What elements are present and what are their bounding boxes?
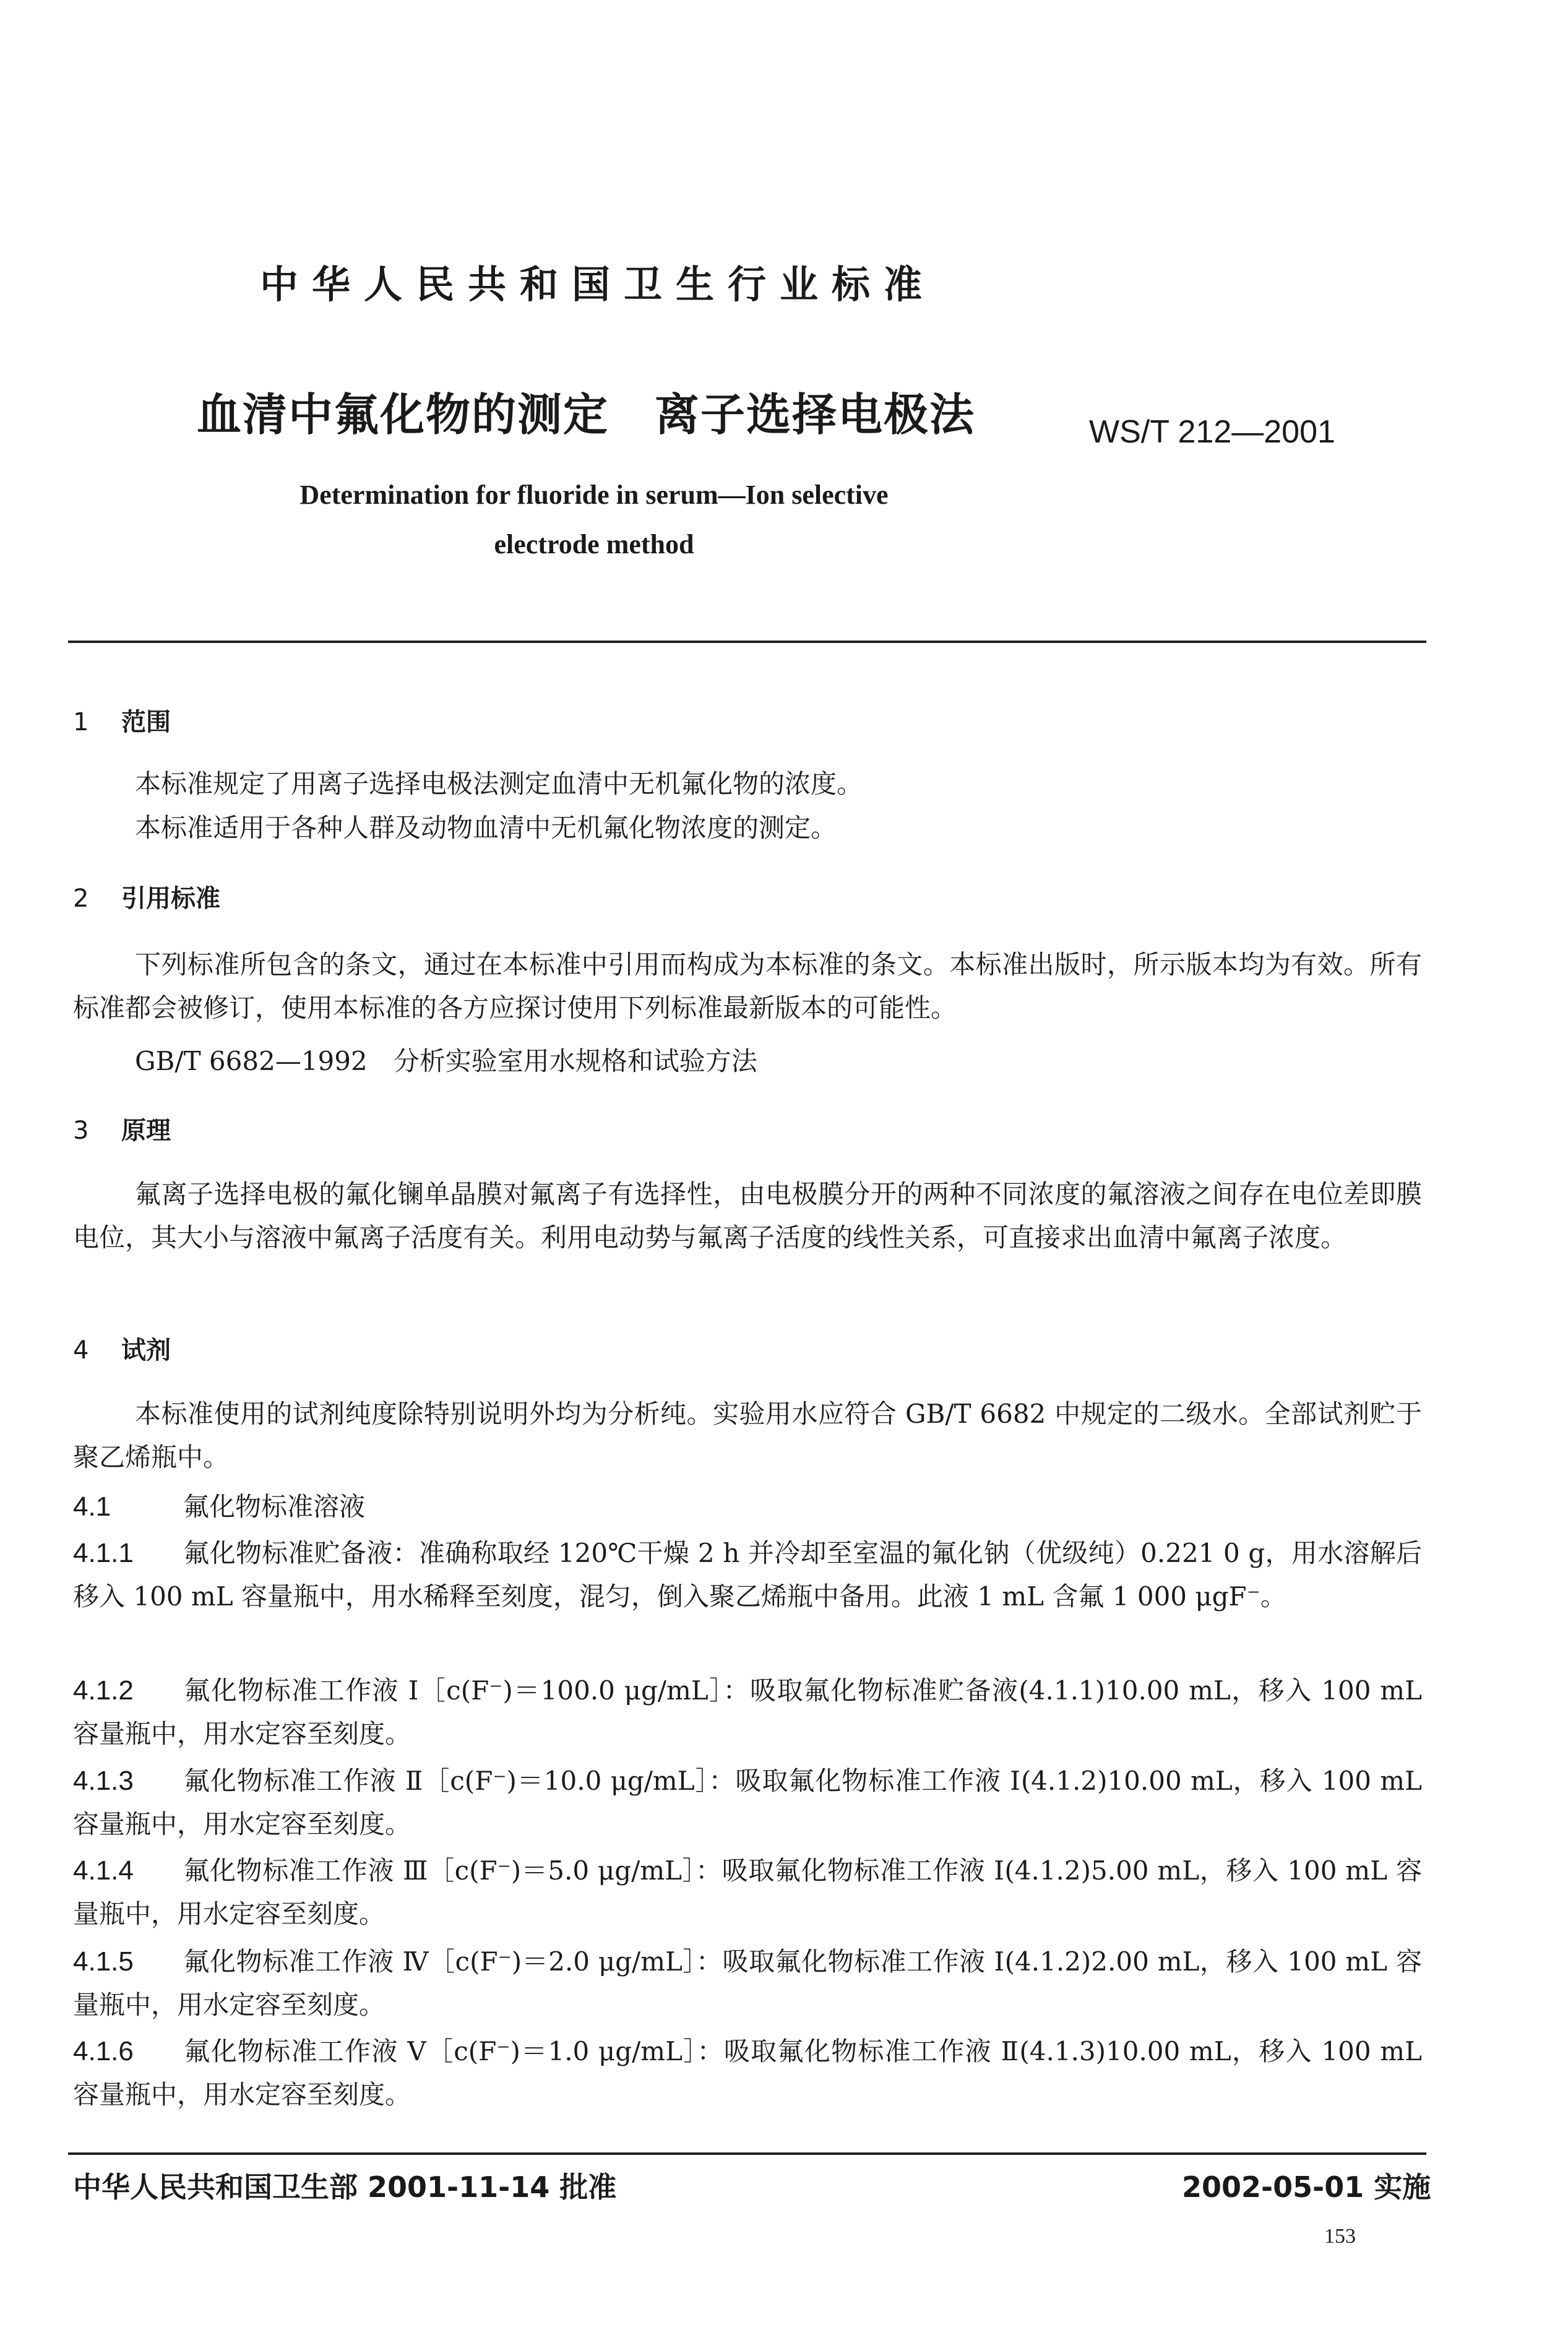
- clause-number: 4.1.4: [73, 1855, 134, 1886]
- clause-number: 4.1.3: [73, 1766, 134, 1796]
- section-2-heading: [73, 879, 220, 914]
- standard-code: WS/T 212—2001: [1089, 414, 1335, 450]
- clause-text: 氟化物标准工作液 Ⅴ［c(F⁻)＝1.0 μg/mL］：吸取氟化物标准工作液 Ⅱ(4.1.3)10.00 mL，移入 100 mL 容量瓶中，用水定容至刻度。: [73, 2036, 1422, 2110]
- section-1-number: 1: [73, 708, 89, 736]
- section-3-heading: [73, 1111, 171, 1146]
- clause-text: 氟化物标准工作液 Ⅲ［c(F⁻)＝5.0 μg/mL］：吸取氟化物标准工作液 Ⅰ(4.1.2)5.00 mL，移入 100 mL 容量瓶中，用水定容至刻度。: [73, 1855, 1422, 1929]
- clause-4-1-1: [73, 1532, 1422, 1618]
- clause-4-1-5: [73, 1940, 1422, 2027]
- subsection-4-1-title: 氟化物标准溶液: [183, 1491, 366, 1522]
- title-english-line-1: Determination for fluoride in serum—Ion selective: [299, 480, 889, 510]
- section-4-paragraph-1: 本标准使用的试剂纯度除特别说明外均为分析纯。实验用水应符合 GB/T 6682 中规定的二级水。全部试剂贮于聚乙烯瓶中。: [73, 1399, 1422, 1472]
- section-2-number: 2: [73, 884, 89, 913]
- clause-number: 4.1.6: [73, 2036, 134, 2066]
- section-2-paragraph-1: 下列标准所包含的条文，通过在本标准中引用而构成为本标准的条文。本标准出版时，所示版本均为有效。所有标准都会被修订，使用本标准的各方应探讨使用下列标准最新版本的可能性。: [73, 949, 1422, 1023]
- section-4-heading: [73, 1331, 171, 1366]
- clause-text: 氟化物标准贮备液：准确称取经 120℃干燥 2 h 并冷却至室温的氟化钠（优级纯）0.221 0 g，用水溶解后移入 100 mL 容量瓶中，用水稀释至刻度，混匀，倒入聚乙烯瓶中备用。此液 1 mL 含氟 1 000 μgF⁻。: [73, 1538, 1422, 1612]
- section-1-paragraph-2: 本标准适用于各种人群及动物血清中无机氟化物浓度的测定。: [135, 813, 837, 843]
- implementation-date: 2002-05-01 实施: [1182, 2170, 1431, 2204]
- document-title-chinese: 血清中氟化物的测定 离子选择电极法: [197, 389, 976, 441]
- title-english-line-2: electrode method: [494, 529, 694, 559]
- standard-organization: 中华人民共和国卫生行业标准: [260, 262, 936, 307]
- document-title-english: [204, 470, 984, 569]
- section-3-paragraph-1: 氟离子选择电极的氟化镧单晶膜对氟离子有选择性，由电极膜分开的两种不同浓度的氟溶液之间存在电位差即膜电位，其大小与溶液中氟离子活度有关。利用电动势与氟离子活度的线性关系，可直接求出血清中氟离子浓度。: [73, 1179, 1422, 1253]
- clause-number: 4.1.1: [73, 1538, 134, 1568]
- section-1-paragraph-1: 本标准规定了用离子选择电极法测定血清中无机氟化物的浓度。: [135, 769, 863, 799]
- section-1-heading: [73, 702, 171, 738]
- section-3-title: 原理: [121, 1116, 171, 1145]
- clause-text: 氟化物标准工作液 Ⅱ［c(F⁻)＝10.0 μg/mL］：吸取氟化物标准工作液 Ⅰ(4.1.2)10.00 mL，移入 100 mL 容量瓶中，用水定容至刻度。: [73, 1766, 1422, 1839]
- clause-4-1-2: [73, 1669, 1422, 1756]
- section-4-title: 试剂: [121, 1336, 171, 1365]
- subsection-4-1-number: 4.1: [73, 1491, 111, 1522]
- clause-4-1-3: [73, 1759, 1422, 1846]
- section-3-number: 3: [73, 1116, 89, 1145]
- clause-number: 4.1.5: [73, 1946, 134, 1977]
- clause-4-1-4: [73, 1849, 1422, 1936]
- clause-text: 氟化物标准工作液 Ⅳ［c(F⁻)＝2.0 μg/mL］：吸取氟化物标准工作液 Ⅰ(4.1.2)2.00 mL，移入 100 mL 容量瓶中，用水定容至刻度。: [73, 1946, 1422, 2020]
- page-number: 153: [1324, 2225, 1356, 2248]
- subsection-4-1-heading: [73, 1485, 1422, 1529]
- section-1-title: 范围: [121, 708, 171, 736]
- referenced-standard: GB/T 6682—1992 分析实验室用水规格和试验方法: [135, 1046, 757, 1076]
- section-4-number: 4: [73, 1336, 89, 1365]
- clause-number: 4.1.2: [73, 1675, 134, 1706]
- clause-text: 氟化物标准工作液 Ⅰ［c(F⁻)＝100.0 μg/mL］：吸取氟化物标准贮备液(4.1.1)10.00 mL，移入 100 mL 容量瓶中，用水定容至刻度。: [73, 1675, 1422, 1749]
- header-divider: [68, 641, 1426, 643]
- footer-divider: [68, 2152, 1426, 2155]
- clause-4-1-6: [73, 2030, 1422, 2117]
- approval-statement: 中华人民共和国卫生部 2001-11-14 批准: [73, 2170, 617, 2204]
- section-2-title: 引用标准: [121, 884, 220, 913]
